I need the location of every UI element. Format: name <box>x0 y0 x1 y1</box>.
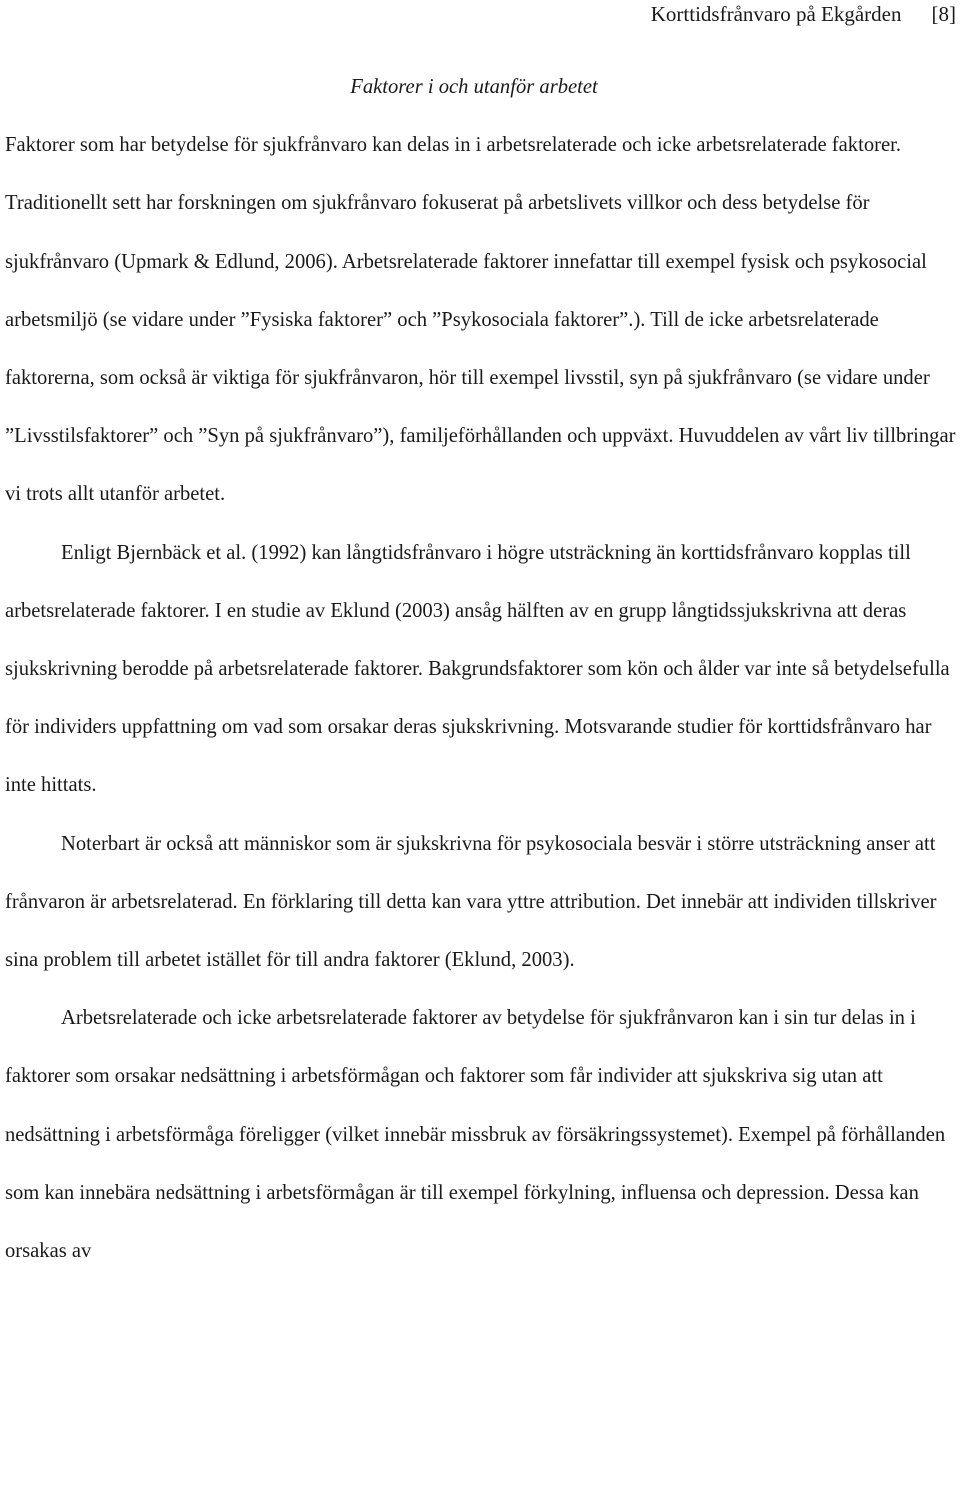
page-number: [8] <box>931 2 956 26</box>
paragraph: Enligt Bjernbäck et al. (1992) kan långtidsfrånvaro i högre utsträckning än korttidsfrånvaro kopplas till arbetsrelaterade faktorer. I en studie av Eklund (2003) ansåg hälften av en grupp långtidssjukskrivna att deras sjukskrivning berodde på arbetsrelaterade faktorer. Bakgrundsfaktorer som kön och ålder var inte så betydelsefulla för individers uppfattning om vad som orsakar deras sjukskrivning. Motsvarande studier för korttidsfrånvaro har inte hittats. <box>5 541 950 797</box>
paragraph: Arbetsrelaterade och icke arbetsrelaterade faktorer av betydelse för sjukfrånvaron kan i sin tur delas in i faktorer som orsakar nedsättning i arbetsförmågan och faktorer som får individer att sjukskriva sig utan att nedsättning i arbetsförmåga föreligger (vilket innebär missbruk av försäkringssystemet). Exempel på förhållanden som kan innebära nedsättning i arbetsförmågan är till exempel förkylning, influensa och depression. Dessa kan orsakas av <box>5 1007 946 1263</box>
paragraph: Noterbart är också att människor som är sjukskrivna för psykosociala besvär i större utsträckning anser att frånvaron är arbetsrelaterad. En förklaring till detta kan vara yttre attribution. Det innebär att individen tillskriver sina problem till arbetet istället för till andra faktorer (Eklund, 2003). <box>5 832 937 972</box>
body-text <box>5 58 957 1280</box>
paragraph: Faktorer som har betydelse för sjukfrånvaro kan delas in i arbetsrelaterade och icke arbetsrelaterade faktorer. Traditionellt sett har forskningen om sjukfrånvaro fokuserat på arbetslivets villkor och dess betydelse för sjukfrånvaro (Upmark & Edlund, 2006). Arbetsrelaterade faktorer innefattar till exempel fysisk och psykosocial arbetsmiljö (se vidare under ”Fysiska faktorer” och ”Psykosociala faktorer”.). Till de icke arbetsrelaterade faktorerna, som också är viktiga för sjukfrånvaron, hör till exempel livsstil, syn på sjukfrånvaro (se vidare under ”Livsstilsfaktorer” och ”Syn på sjukfrånvaro”), familjeförhållanden och uppväxt. Huvuddelen av vårt liv tillbringar vi trots allt utanför arbetet. <box>5 134 956 506</box>
running-header <box>651 0 956 28</box>
section-heading: Faktorer i och utanför arbetet <box>350 76 598 98</box>
running-title: Korttidsfrånvaro på Ekgården <box>650 2 902 26</box>
